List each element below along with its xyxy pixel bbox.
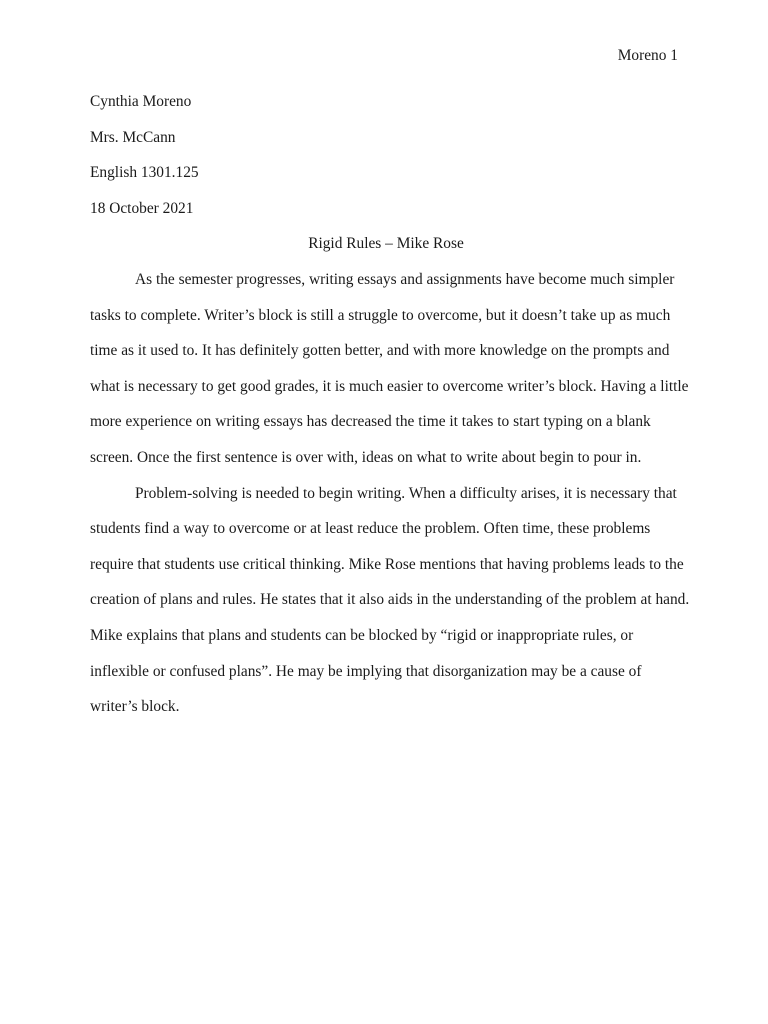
paragraph-2: [90, 476, 690, 725]
paragraph-line: screen. Once the first sentence is over with, ideas on what to write about begin to pour in.: [90, 448, 642, 466]
essay-title: Rigid Rules – Mike Rose: [308, 235, 464, 253]
paragraph-line: Problem-solving is needed to begin writing. When a difficulty arises, it is necessary that: [135, 484, 677, 502]
paragraph-line: As the semester progresses, writing essays and assignments have become much simpler: [135, 270, 675, 288]
paragraph-line: creation of plans and rules. He states that it also aids in the understanding of the problem at hand.: [90, 591, 690, 609]
paragraph-line: more experience on writing essays has decreased the time it takes to start typing on a blank: [90, 413, 651, 431]
course-name: English 1301.125: [90, 164, 199, 182]
paragraph-line: students find a way to overcome or at least reduce the problem. Often time, these problems: [90, 520, 651, 538]
paragraph-line: time as it used to. It has definitely gotten better, and with more knowledge on the prompts and: [90, 342, 670, 360]
essay-date: 18 October 2021: [90, 199, 194, 217]
student-name: Cynthia Moreno: [90, 93, 192, 110]
paragraph-line: Mike explains that plans and students can be blocked by “rigid or inappropriate rules, or: [90, 626, 634, 644]
essay-body: [90, 84, 690, 725]
paragraph-line: inflexible or confused plans”. He may be implying that disorganization may be a cause of: [90, 662, 642, 680]
paragraph-line: require that students use critical thinking. Mike Rose mentions that having problems leads to the: [90, 555, 684, 573]
paragraph-line: tasks to complete. Writer’s block is still a struggle to overcome, but it doesn’t take up as much: [90, 306, 671, 324]
paragraph-1: [90, 262, 689, 476]
running-head: Moreno 1: [617, 47, 678, 64]
instructor-name: Mrs. McCann: [90, 128, 176, 146]
paragraph-line: writer’s block.: [90, 698, 180, 716]
paragraph-line: what is necessary to get good grades, it is much easier to overcome writer’s block. Having a little: [90, 377, 689, 395]
